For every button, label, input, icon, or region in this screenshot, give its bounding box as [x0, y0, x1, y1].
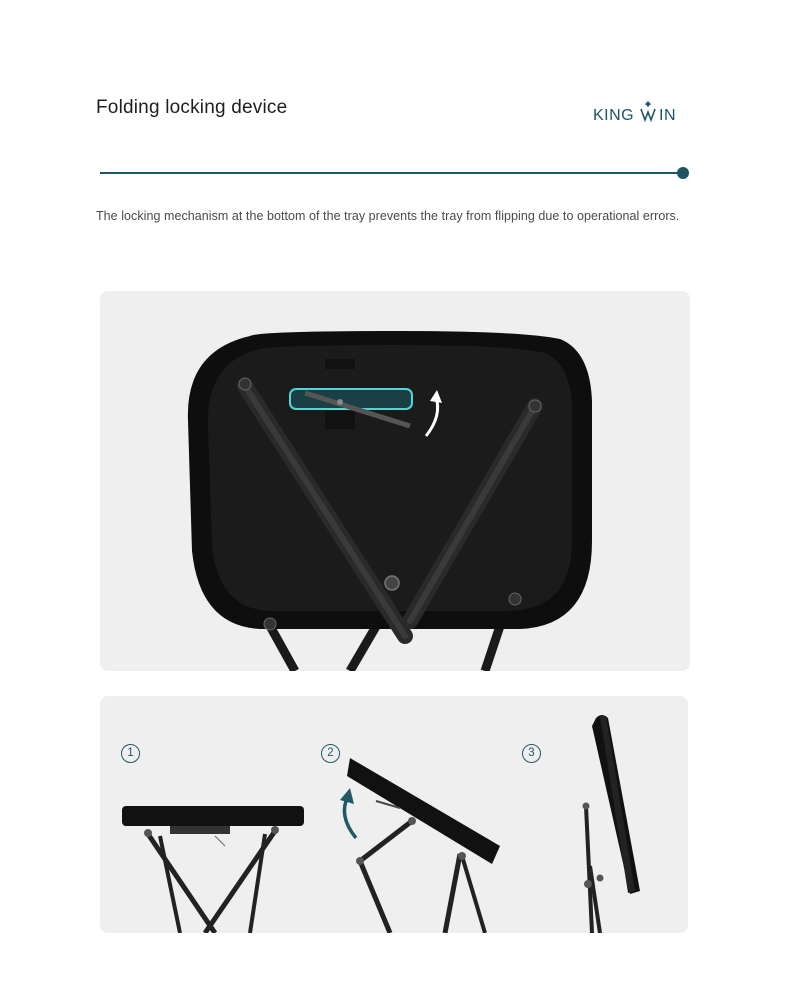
folding-steps-image — [100, 696, 688, 933]
divider-line — [100, 172, 680, 174]
step-1-illustration — [122, 806, 304, 933]
page-title: Folding locking device — [96, 97, 288, 118]
step-2-illustration — [340, 758, 500, 933]
kingwin-logo-icon — [593, 100, 691, 124]
step-1-badge: 1 — [121, 744, 140, 763]
divider-dot — [677, 167, 689, 179]
step-3-illustration — [583, 715, 641, 933]
step-2-badge: 2 — [321, 744, 340, 763]
description-text: The locking mechanism at the bottom of the tray prevents the tray from flipping due to operational errors. — [96, 209, 680, 223]
svg-text:IN: IN — [659, 107, 676, 124]
svg-text:KING: KING — [593, 107, 635, 124]
brand-logo — [593, 100, 691, 124]
step-3-badge: 3 — [522, 744, 541, 763]
tray-underside-image — [100, 291, 690, 671]
curved-up-arrow-icon — [340, 788, 356, 838]
